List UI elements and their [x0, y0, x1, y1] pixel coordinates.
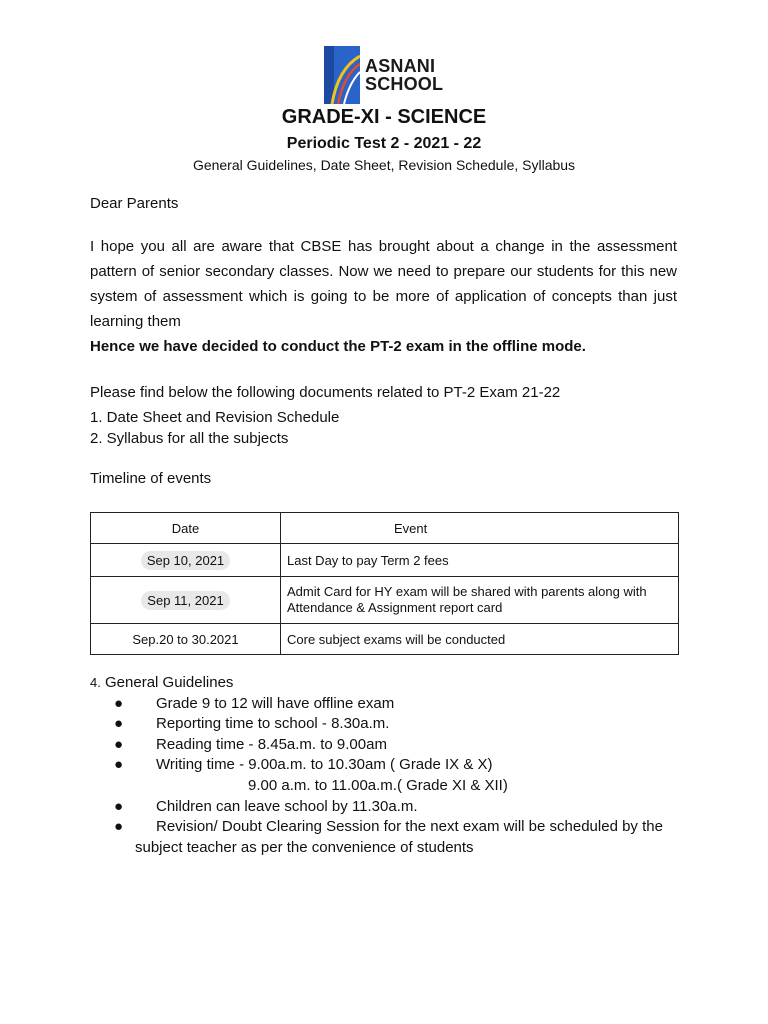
list-item [90, 755, 663, 776]
bullet-icon: ● [114, 735, 124, 753]
bullet-icon: ● [114, 797, 124, 815]
bullet-icon: ● [114, 818, 124, 836]
guideline-text: Reporting time to school - 8.30a.m. [156, 715, 390, 733]
list-item [90, 797, 663, 818]
date-chip: Sep 11, 2021 [141, 591, 229, 610]
list-item [90, 714, 663, 735]
school-logo [324, 46, 443, 104]
guideline-text: Revision/ Doubt Clearing Session for the next exam will be scheduled by the [156, 818, 663, 836]
logo-line-2: SCHOOL [365, 74, 444, 94]
date-cell: Sep.20 to 30.2021 [91, 624, 281, 655]
offline-mode-statement: Hence we have decided to conduct the PT-2 exam in the offline mode. [90, 338, 586, 355]
revision-continuation: subject teacher as per the convenience of students [135, 838, 474, 856]
table-row [91, 544, 679, 577]
writing-time-continuation: 9.00 a.m. to 11.00a.m.( Grade XI & XII) [248, 776, 508, 794]
guideline-text: Writing time - 9.00a.m. to 10.30am ( Grade IX & X) [156, 756, 493, 774]
general-guidelines [90, 673, 663, 858]
page-description: General Guidelines, Date Sheet, Revision Schedule, Syllabus [192, 157, 576, 173]
date-chip: Sep 10, 2021 [141, 551, 230, 570]
page-subtitle: Periodic Test 2 - 2021 - 22 [286, 135, 482, 152]
date-cell [91, 577, 281, 624]
guidelines-heading-text: General Guidelines [105, 674, 234, 691]
column-header-date: Date [91, 513, 281, 544]
guideline-text: Children can leave school by 11.30a.m. [156, 797, 418, 815]
intro-paragraph [90, 234, 677, 359]
event-cell: Last Day to pay Term 2 fees [281, 544, 679, 577]
document-item-1: 1. Date Sheet and Revision Schedule [90, 409, 340, 426]
guideline-text: Grade 9 to 12 will have offline exam [156, 694, 395, 712]
school-logo-mark [324, 46, 360, 104]
event-cell: Admit Card for HY exam will be shared with parents along with Attendance & Assignment report card [281, 577, 679, 624]
column-header-event: Event [281, 513, 679, 544]
bullet-icon: ● [114, 694, 124, 712]
table-header-row [91, 513, 679, 544]
timeline-heading: Timeline of events [90, 470, 212, 487]
guidelines-heading [90, 673, 663, 694]
documents-intro: Please find below the following documents related to PT-2 Exam 21-22 [90, 384, 561, 401]
salutation: Dear Parents [90, 195, 179, 212]
page-title: GRADE-XI - SCIENCE [281, 106, 487, 128]
table-row [91, 624, 679, 655]
event-cell: Core subject exams will be conducted [281, 624, 679, 655]
timeline-table [90, 512, 679, 655]
bullet-icon: ● [114, 756, 124, 774]
list-item [90, 817, 663, 838]
table-row [91, 577, 679, 624]
guideline-text: Reading time - 8.45a.m. to 9.00am [156, 735, 387, 753]
list-item [90, 694, 663, 715]
list-item [90, 735, 663, 756]
date-cell [91, 544, 281, 577]
intro-paragraph-text: I hope you all are aware that CBSE has brought about a change in the assessment pattern of senior secondary classes. Now we need to prepare our students for this new system of assessment which is going to be more of application of concepts than just learning them [90, 238, 677, 330]
bullet-icon: ● [114, 715, 124, 733]
guidelines-number: 4. [90, 675, 101, 690]
document-item-2: 2. Syllabus for all the subjects [90, 430, 289, 447]
logo-line-1: ASNANI [365, 56, 436, 76]
